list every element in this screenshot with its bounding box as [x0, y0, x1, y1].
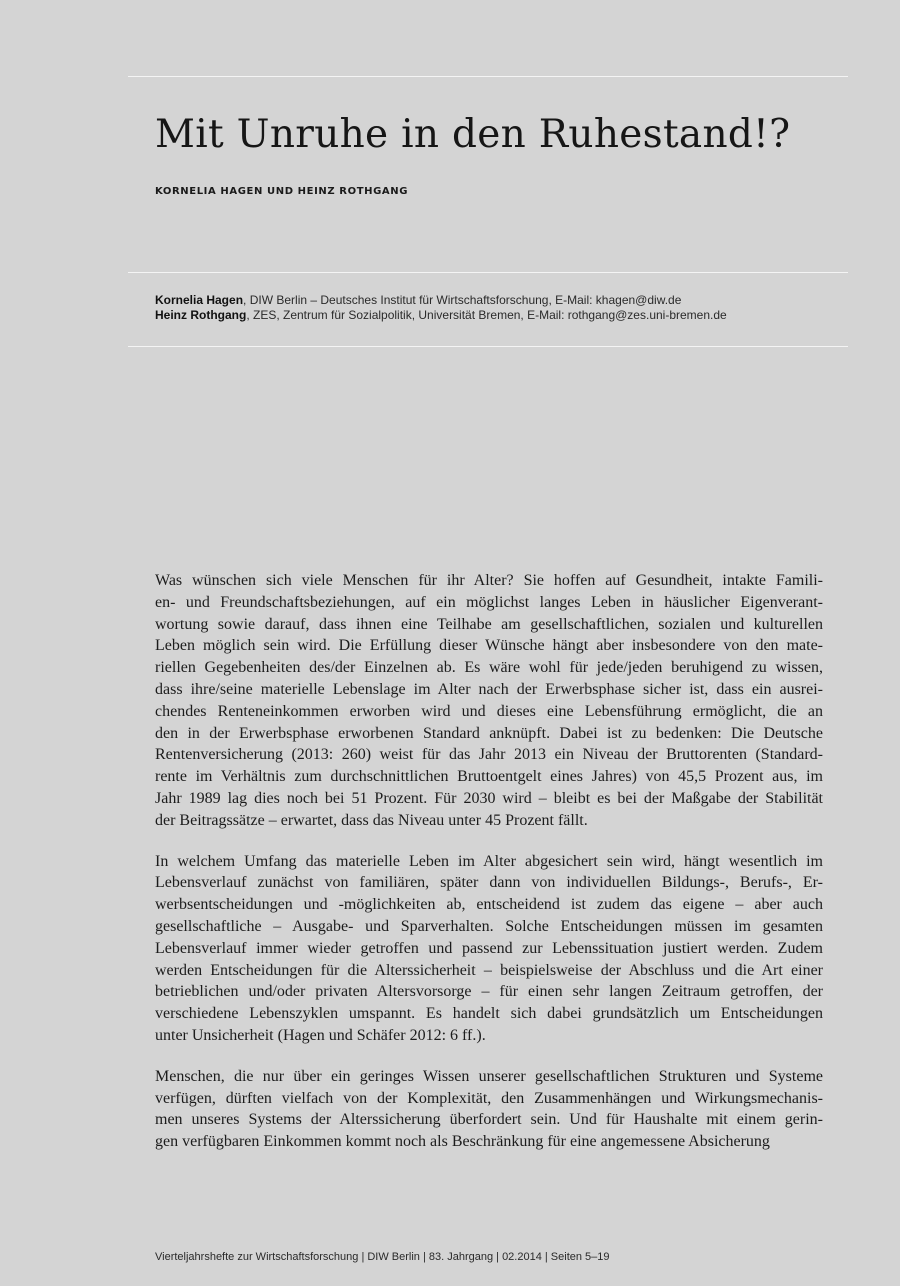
paragraph-line: werden Entscheidungen für die Alterssicherheit – beispielsweise der Abschluss und die Art einer [155, 961, 823, 979]
paragraph-line: chendes Renteneinkommen erworben wird und dieses eine Lebensführung ermöglicht, die an [155, 702, 823, 720]
paragraph-line: en- und Freundschaftsbeziehungen, auf ein möglichst langes Leben in häuslicher Eigenverant- [155, 593, 823, 611]
author-line: KORNELIA HAGEN UND HEINZ ROTHGANG [155, 186, 409, 197]
paragraph-line: Menschen, die nur über ein geringes Wissen unserer gesellschaftlichen Strukturen und Systeme [155, 1067, 823, 1085]
affiliation-detail: , ZES, Zentrum für Sozialpolitik, Universität Bremen, E-Mail: rothgang@zes.uni-bremen.de [246, 308, 727, 322]
paragraph-line: Was wünschen sich viele Menschen für ihr Alter? Sie hoffen auf Gesundheit, intakte Famili- [155, 572, 823, 589]
paragraph-line: unter Unsicherheit (Hagen und Schäfer 2012: 6 ff.). [155, 1026, 486, 1044]
affiliation-entry [155, 308, 727, 323]
body-paragraph [155, 570, 823, 832]
paragraph-line: wortung sowie darauf, dass ihnen eine Teilhabe am gesellschaftlichen, sozialen und kulturellen [155, 615, 823, 633]
affiliation-author-name: Kornelia Hagen [155, 293, 244, 307]
paragraph-line: dass ihre/seine materielle Lebenslage im Alter nach der Erwerbsphase sicher ist, dass ein ausrei- [155, 680, 823, 698]
affiliation-top-divider [128, 272, 848, 273]
paragraph-line: rente im Verhältnis zum durchschnittlichen Bruttoentgelt eines Jahres) von 45,5 Prozent aus, im [155, 768, 823, 786]
paragraph-line: riellen Gegebenheiten des/der Einzelnen ab. Es wäre wohl für jede/jeden beruhigend zu wissen, [155, 659, 823, 677]
paragraph-line: gesellschaftliche – Ausgabe- und Sparverhalten. Solche Entscheidungen müssen im gesamten [155, 917, 823, 935]
paragraph-line: Lebensverlauf zunächst von familiären, später dann von individuellen Bildungs-, Berufs-, Er- [155, 874, 823, 892]
article-body [155, 570, 823, 1172]
affiliations-block [155, 293, 727, 323]
paragraph-line: men unseres Systems der Alterssicherung überfordert sein. Und für Haushalte mit einem gerin- [155, 1111, 823, 1129]
paragraph-line: der Beitragssätze – erwartet, dass das Niveau unter 45 Prozent fällt. [155, 811, 588, 829]
paragraph-line: den in der Erwerbsphase erworbenen Standard anknüpft. Dabei ist zu bedenken: Die Deutsche [155, 724, 823, 742]
top-divider [128, 76, 848, 77]
affiliation-bottom-divider [128, 346, 848, 347]
paragraph-line: verschiedene Lebenszyklen umspannt. Es handelt sich dabei grundsätzlich um Entscheidungen [155, 1005, 823, 1023]
affiliation-detail: , DIW Berlin – Deutsches Institut für Wirtschaftsforschung, E-Mail: khagen@diw.de [243, 293, 682, 307]
article-title: Mit Unruhe in den Ruhestand!? [155, 112, 791, 157]
page-footer-citation: Vierteljahrshefte zur Wirtschaftsforschung | DIW Berlin | 83. Jahrgang | 02.2014 | Seiten 5–19 [155, 1251, 610, 1263]
paragraph-line: Leben möglich sein wird. Die Erfüllung dieser Wünsche hängt aber insbesondere von den mate- [155, 637, 823, 655]
paragraph-line: verfügen, dürften vielfach von der Komplexität, den Zusammenhängen und Wirkungsmechanis- [155, 1089, 823, 1107]
paragraph-line: Rentenversicherung (2013: 260) weist für das Jahr 2013 ein Niveau der Bruttorenten (Standard- [155, 746, 823, 764]
affiliation-entry [155, 293, 727, 308]
paragraph-line: werbsentscheidungen und -möglichkeiten ab, entscheidend ist zudem das eigene – aber auch [155, 896, 823, 914]
affiliation-author-name: Heinz Rothgang [155, 308, 247, 322]
body-paragraph [155, 851, 823, 1047]
body-paragraph [155, 1066, 823, 1153]
paragraph-line: Lebensverlauf immer wieder getroffen und passend zur Lebenssituation justiert werden. Zudem [155, 939, 823, 957]
paragraph-line: gen verfügbaren Einkommen kommt noch als Beschränkung für eine angemessene Absicherung [155, 1133, 770, 1151]
paragraph-line: In welchem Umfang das materielle Leben im Alter abgesichert sein wird, hängt wesentlich im [155, 852, 823, 870]
paragraph-line: Jahr 1989 lag dies noch bei 51 Prozent. Für 2030 wird – bleibt es bei der Maßgabe der Stabilität [155, 789, 823, 807]
paragraph-line: betrieblichen und/oder privaten Altersvorsorge – für einen sehr langen Zeitraum getroffen, der [155, 983, 823, 1001]
